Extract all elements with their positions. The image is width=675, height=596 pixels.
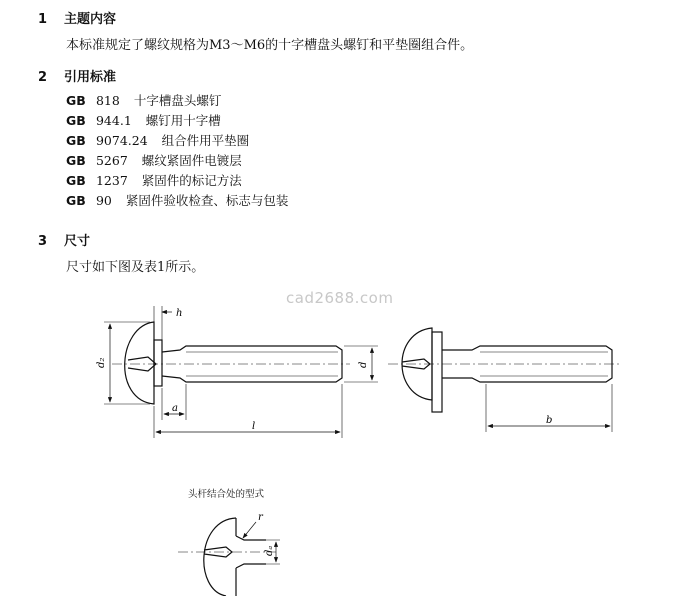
section-title: 引用标准 <box>64 70 117 85</box>
reference-code: 1237 <box>95 173 128 188</box>
detail-fillet <box>236 536 266 540</box>
reference-title: 紧固件验收检查、标志与包装 <box>125 193 289 208</box>
detail-caption: 头杆结合处的型式 <box>188 489 265 500</box>
reference-title: 组合件用平垫圈 <box>161 133 250 148</box>
reference-title: 十字槽盘头螺钉 <box>133 93 222 108</box>
reference-code: 818 <box>95 93 120 108</box>
reference-prefix: GB <box>66 93 86 108</box>
reference-prefix: GB <box>66 193 86 208</box>
reference-title: 紧固件的标记方法 <box>141 173 242 188</box>
reference-code: 944.1 <box>95 113 132 128</box>
reference-prefix: GB <box>66 153 86 168</box>
dimension-paragraph: 尺寸如下图及表1所示。 <box>66 260 205 275</box>
dim-d2 <box>104 322 150 404</box>
reference-title: 螺钉用十字槽 <box>145 113 221 128</box>
label-l: l <box>252 421 256 432</box>
detail-head-outline <box>204 518 236 596</box>
scope-paragraph: 本标准规定了螺纹规格为M3～M6的十字槽盘头螺钉和平垫圈组合件。 <box>66 38 474 53</box>
section-number: 1 <box>38 12 48 27</box>
screw-left-view <box>112 322 350 404</box>
reference-prefix: GB <box>66 113 86 128</box>
watermark: cad2688.com <box>286 289 394 307</box>
label-b: b <box>546 415 553 426</box>
section-number: 3 <box>38 234 48 249</box>
dim-a <box>162 384 186 420</box>
section-title: 尺寸 <box>64 234 91 249</box>
label-d: d <box>358 361 369 368</box>
reference-code: 9074.24 <box>95 133 148 148</box>
dim-h <box>154 306 172 340</box>
label-r: r <box>258 512 263 523</box>
label-h: h <box>176 308 183 319</box>
reference-prefix: GB <box>66 133 86 148</box>
screw-right-view <box>388 328 620 412</box>
reference-title: 螺纹紧固件电镀层 <box>141 153 242 168</box>
label-d2: d₂ <box>96 357 107 368</box>
washer <box>432 332 442 412</box>
dim-l <box>154 384 342 438</box>
section-title: 主题内容 <box>64 12 117 27</box>
section-number: 2 <box>38 70 48 85</box>
junction-detail-view <box>178 518 280 596</box>
reference-prefix: GB <box>66 173 86 188</box>
reference-code: 90 <box>95 193 112 208</box>
pan-head <box>125 322 154 404</box>
label-da: dₐ <box>264 545 275 556</box>
label-a: a <box>172 403 178 414</box>
reference-code: 5267 <box>95 153 128 168</box>
